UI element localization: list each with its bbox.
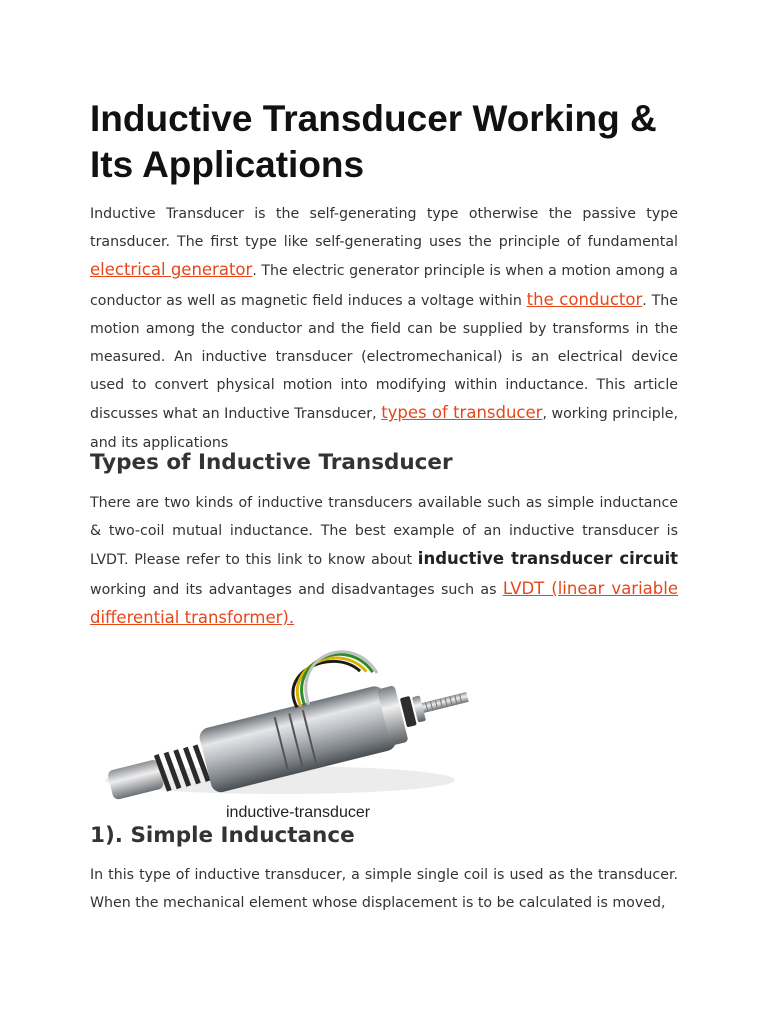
types-text-2: working and its advantages and disadvantages such as xyxy=(90,581,503,598)
intro-text-1: Inductive Transducer is the self-generating type otherwise the passive type transducer. The first type like self-generating uses the principle of fundamental xyxy=(90,206,678,251)
intro-text-2: . The electric generator principle is when a motion among a conductor as well as magnetic field induces a voltage within xyxy=(90,263,678,309)
simple-inductance-paragraph xyxy=(90,861,678,917)
page-title: Inductive Transducer Working & Its Applications xyxy=(90,98,657,185)
inductive-transducer-image xyxy=(90,632,470,802)
intro-text-4: , working principle, and its applications xyxy=(90,406,678,451)
intro-text-3: . The motion among the conductor and the field can be supplied by transforms in the measured. An inductive transducer (electromechanical) is an electrical device used to convert physical motion into modifying within inductance. This article discusses what an Inductive Transducer, xyxy=(90,292,678,423)
types-heading: Types of Inductive Transducer xyxy=(90,450,453,475)
simple-inductance-heading: 1). Simple Inductance xyxy=(90,823,355,848)
types-of-transducer-link[interactable]: types of transducer xyxy=(381,403,543,423)
the-conductor-link[interactable]: the conductor xyxy=(526,289,643,309)
transducer-illustration xyxy=(90,632,470,802)
figure-caption: inductive-transducer xyxy=(226,804,371,821)
types-text-1: There are two kinds of inductive transducers available such as simple inductance & two-coil mutual inductance. The best example of an inductive transducer is LVDT. Please refer to this link to know about xyxy=(90,495,678,569)
electrical-generator-link[interactable]: electrical generator xyxy=(90,260,253,280)
types-paragraph xyxy=(90,489,678,633)
intro-paragraph xyxy=(90,200,678,457)
lvdt-link[interactable]: LVDT (linear variable differential transformer). xyxy=(90,578,678,627)
simple-text-1: In this type of inductive transducer, a simple single coil is used as the transducer. When the mechanical element whose displacement is to be calculated is moved, xyxy=(90,867,678,912)
inductive-transducer-circuit-text: inductive transducer circuit xyxy=(417,549,678,569)
left-plunger xyxy=(107,759,165,801)
